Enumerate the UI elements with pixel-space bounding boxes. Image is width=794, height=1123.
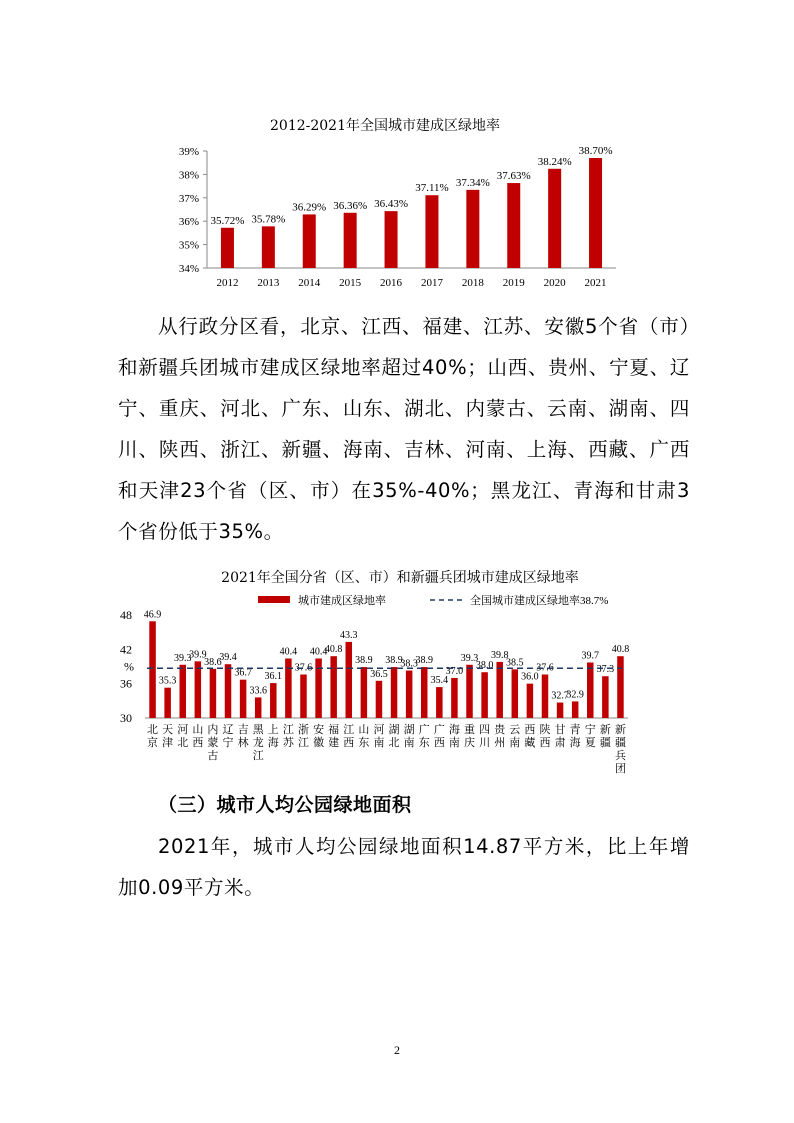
chart2-data-label: 37.6 <box>536 662 554 674</box>
chart1-bar <box>507 183 520 268</box>
chart2-bar <box>527 684 534 718</box>
chart2-x-tick-label: 吉林 <box>237 724 249 749</box>
chart1-bar <box>466 190 479 268</box>
chart1-x-tick-label: 2021 <box>584 277 607 289</box>
chart2-data-label: 38.9 <box>415 655 433 667</box>
chart2-data-label: 38.0 <box>475 660 494 672</box>
chart2-bar <box>164 688 171 718</box>
chart2-x-tick-label: 新疆 <box>599 724 611 749</box>
chart2-x-tick-label: 四川 <box>479 724 491 749</box>
chart2-x-tick-label: 黑龙江 <box>252 724 264 762</box>
chart2-legend-label-line: 全国城市建成区绿地率38.7% <box>470 595 609 607</box>
chart1-x-tick-label: 2019 <box>502 277 525 289</box>
chart1-x-tick-label: 2012 <box>216 277 239 289</box>
chart2-data-label: 46.9 <box>143 609 162 621</box>
chart2-legend-swatch-bar <box>258 596 290 603</box>
chart1-bar <box>425 195 438 268</box>
chart1-data-label: 38.70% <box>578 145 613 158</box>
chart1-y-tick-label: 35% <box>178 239 199 252</box>
chart1-data-label: 36.43% <box>374 198 409 211</box>
chart2-bar <box>617 656 624 718</box>
chart2-title: 2021年全国分省（区、市）和新疆兵团城市建成区绿地率 <box>221 570 579 586</box>
chart2-data-label: 40.8 <box>324 644 343 656</box>
chart2-bar <box>270 683 277 718</box>
chart1-x-tick-label: 2014 <box>298 277 321 289</box>
chart2-x-tick-label: 山西 <box>192 724 204 749</box>
chart2-bar <box>376 681 383 718</box>
chart2-x-tick-label: 云南 <box>509 724 521 749</box>
chart2-bar <box>481 672 488 718</box>
chart2-x-tick-label: 河北 <box>177 724 189 749</box>
chart2-bar <box>557 703 564 718</box>
chart1-data-label: 35.72% <box>210 214 245 227</box>
paragraph-admin-regions <box>118 306 690 552</box>
chart2-x-tick-label: 海南 <box>448 724 460 749</box>
chart2-y-axis-label: % <box>124 659 134 674</box>
chart2-x-tick-label: 山东 <box>358 724 370 749</box>
chart2-bar <box>542 675 549 718</box>
chart2-data-label: 37.3 <box>596 664 615 676</box>
chart2-x-tick-label: 甘肃 <box>554 724 566 749</box>
chart2-data-label: 39.8 <box>490 649 509 661</box>
chart1-data-label: 37.63% <box>496 170 531 183</box>
chart1-y-tick-label: 38% <box>178 169 199 182</box>
chart2-x-tick-label: 广东 <box>418 724 430 749</box>
chart2-bar <box>572 701 579 718</box>
chart2-bar <box>512 669 519 718</box>
chart2-bar <box>587 662 594 718</box>
chart2-data-label: 36.0 <box>521 671 539 683</box>
chart1-x-tick-label: 2016 <box>380 277 403 289</box>
chart2-x-tick-label: 陕西 <box>539 724 551 749</box>
chart2-y-tick-label: 42 <box>120 642 132 657</box>
chart2-y-tick-label: 48 <box>120 608 132 622</box>
chart2-x-tick-label: 贵州 <box>494 724 506 749</box>
paragraph-admin-regions-text: 从行政分区看，北京、江西、福建、江苏、安徽5个省（市）和新疆兵团城市建成区绿地率超过40%；山西、贵州、宁夏、辽宁、重庆、河北、广东、山东、湖北、内蒙古、云南、湖南、四川、陕西、浙江、新疆、海南、吉林、河南、上海、西藏、广西和天津23个省（区、市）在35%-40%；黑龙江、青海和甘肃3个省份低于35%。 <box>118 315 690 543</box>
chart2-data-label: 38.3 <box>400 658 418 670</box>
paragraph-park-green-area-text: 2021年，城市人均公园绿地面积14.87平方米，比上年增加0.09平方米。 <box>118 835 690 899</box>
chart2-x-tick-label: 福建 <box>328 724 340 749</box>
chart1-data-label: 37.11% <box>415 182 449 195</box>
chart2-data-label: 39.3 <box>173 652 192 664</box>
section-heading-park-green-area: （三）城市人均公园绿地面积 <box>158 794 412 816</box>
chart2-x-tick-label: 新疆兵团 <box>614 724 626 775</box>
chart2-bar <box>436 687 443 718</box>
chart1-x-tick-label: 2015 <box>339 277 362 289</box>
chart2-bar <box>451 678 458 718</box>
chart2-data-label: 36.7 <box>234 667 252 679</box>
chart2-x-tick-label: 安徽 <box>313 724 325 749</box>
chart1-x-tick-label: 2020 <box>543 277 566 289</box>
chart2-bar <box>361 667 368 718</box>
chart2-bar <box>240 680 247 718</box>
chart1-data-label: 37.34% <box>455 176 490 189</box>
chart2-bar <box>406 671 413 718</box>
chart2-data-label: 32.9 <box>566 689 584 701</box>
chart2-bar <box>496 662 503 718</box>
chart2-bar <box>210 669 217 718</box>
chart2-data-label: 36.5 <box>370 668 388 680</box>
chart2-bar <box>391 667 398 718</box>
chart1-bar <box>589 158 602 268</box>
chart2-x-tick-label: 天津 <box>162 724 174 749</box>
chart2-x-tick-label: 重庆 <box>464 724 476 749</box>
chart2-x-tick-label: 湖南 <box>403 724 415 749</box>
chart2-bar-chart <box>0 585 794 795</box>
chart1-bar <box>548 169 561 268</box>
chart2-bar <box>300 675 307 718</box>
chart2-bar <box>315 658 322 718</box>
chart2-data-label: 40.8 <box>611 644 630 656</box>
chart1-x-tick-label: 2013 <box>257 277 280 289</box>
chart2-data-label: 39.7 <box>581 650 600 662</box>
chart1-data-label: 35.78% <box>251 213 286 226</box>
chart2-x-tick-label: 辽宁 <box>222 724 234 749</box>
chart2-bar <box>330 656 337 718</box>
chart2-data-label: 43.3 <box>340 629 358 641</box>
chart2-y-tick-label: 30 <box>120 711 132 725</box>
chart1-data-label: 38.24% <box>537 155 572 168</box>
chart2-x-tick-label: 西藏 <box>524 724 536 749</box>
chart2-x-tick-label: 江苏 <box>282 724 294 749</box>
chart2-x-tick-label: 宁夏 <box>584 724 596 749</box>
chart2-x-tick-label: 河南 <box>373 724 385 749</box>
chart2-data-label: 40.4 <box>309 646 328 658</box>
chart2-data-label: 37.0 <box>445 665 464 677</box>
chart2-x-tick-label: 内蒙古 <box>207 724 219 762</box>
chart1-y-tick-label: 36% <box>178 216 199 229</box>
chart2-legend-label-bar: 城市建成区绿地率 <box>298 595 386 607</box>
chart1-y-tick-label: 37% <box>178 192 199 205</box>
chart2-data-label: 38.5 <box>506 657 524 669</box>
chart2-bar <box>225 664 232 718</box>
chart2-data-label: 33.6 <box>249 685 267 697</box>
chart2-bar <box>466 665 473 718</box>
chart2-x-tick-label: 上海 <box>267 724 279 749</box>
chart1-y-tick-label: 34% <box>178 263 199 275</box>
chart2-data-label: 39.4 <box>219 652 237 664</box>
chart2-data-label: 38.6 <box>204 656 222 668</box>
chart1-data-label: 36.29% <box>292 201 327 214</box>
chart2-data-label: 39.3 <box>460 652 479 664</box>
chart2-x-tick-label: 浙江 <box>297 724 309 749</box>
chart2-y-tick-label: 36 <box>120 676 132 691</box>
chart1-bar <box>221 228 234 268</box>
chart2-bar <box>179 665 186 718</box>
chart2-data-label: 32.7 <box>551 690 569 702</box>
chart2-data-label: 38.9 <box>355 655 373 667</box>
chart2-data-label: 35.3 <box>158 675 177 687</box>
chart2-data-label: 38.9 <box>385 655 403 667</box>
chart2-bar <box>346 642 353 718</box>
chart2-x-tick-label: 青海 <box>569 724 581 749</box>
chart1-bar <box>385 211 398 268</box>
chart2-x-tick-label: 湖北 <box>388 724 400 749</box>
chart2-bar <box>149 621 156 718</box>
chart1-title: 2012-2021年全国城市建成区绿地率 <box>270 118 500 134</box>
chart2-bar <box>421 667 428 718</box>
chart1-x-tick-label: 2018 <box>461 277 484 289</box>
chart1-bar <box>262 226 275 268</box>
chart2-data-label: 35.4 <box>430 675 449 687</box>
paragraph-park-green-area <box>118 826 690 908</box>
chart2-x-tick-label: 江西 <box>343 724 355 749</box>
chart1-bar <box>344 213 357 268</box>
chart1-y-tick-label: 39% <box>178 146 199 158</box>
chart2-data-label: 36.1 <box>264 671 283 683</box>
chart2-x-tick-label: 广西 <box>433 724 445 749</box>
chart2-bar <box>255 697 262 718</box>
chart2-bar <box>195 661 202 718</box>
chart2-data-label: 40.4 <box>279 646 298 658</box>
chart2-bar <box>285 658 292 718</box>
chart1-x-tick-label: 2017 <box>420 277 443 289</box>
chart2-data-label: 39.9 <box>189 649 207 661</box>
page-number: 2 <box>394 1043 400 1057</box>
chart2-bar <box>602 676 609 718</box>
chart2-x-tick-label: 北京 <box>147 724 159 749</box>
chart2-data-label: 37.6 <box>294 662 313 674</box>
chart1-data-label: 36.36% <box>333 199 368 212</box>
chart1-bar <box>303 214 316 268</box>
